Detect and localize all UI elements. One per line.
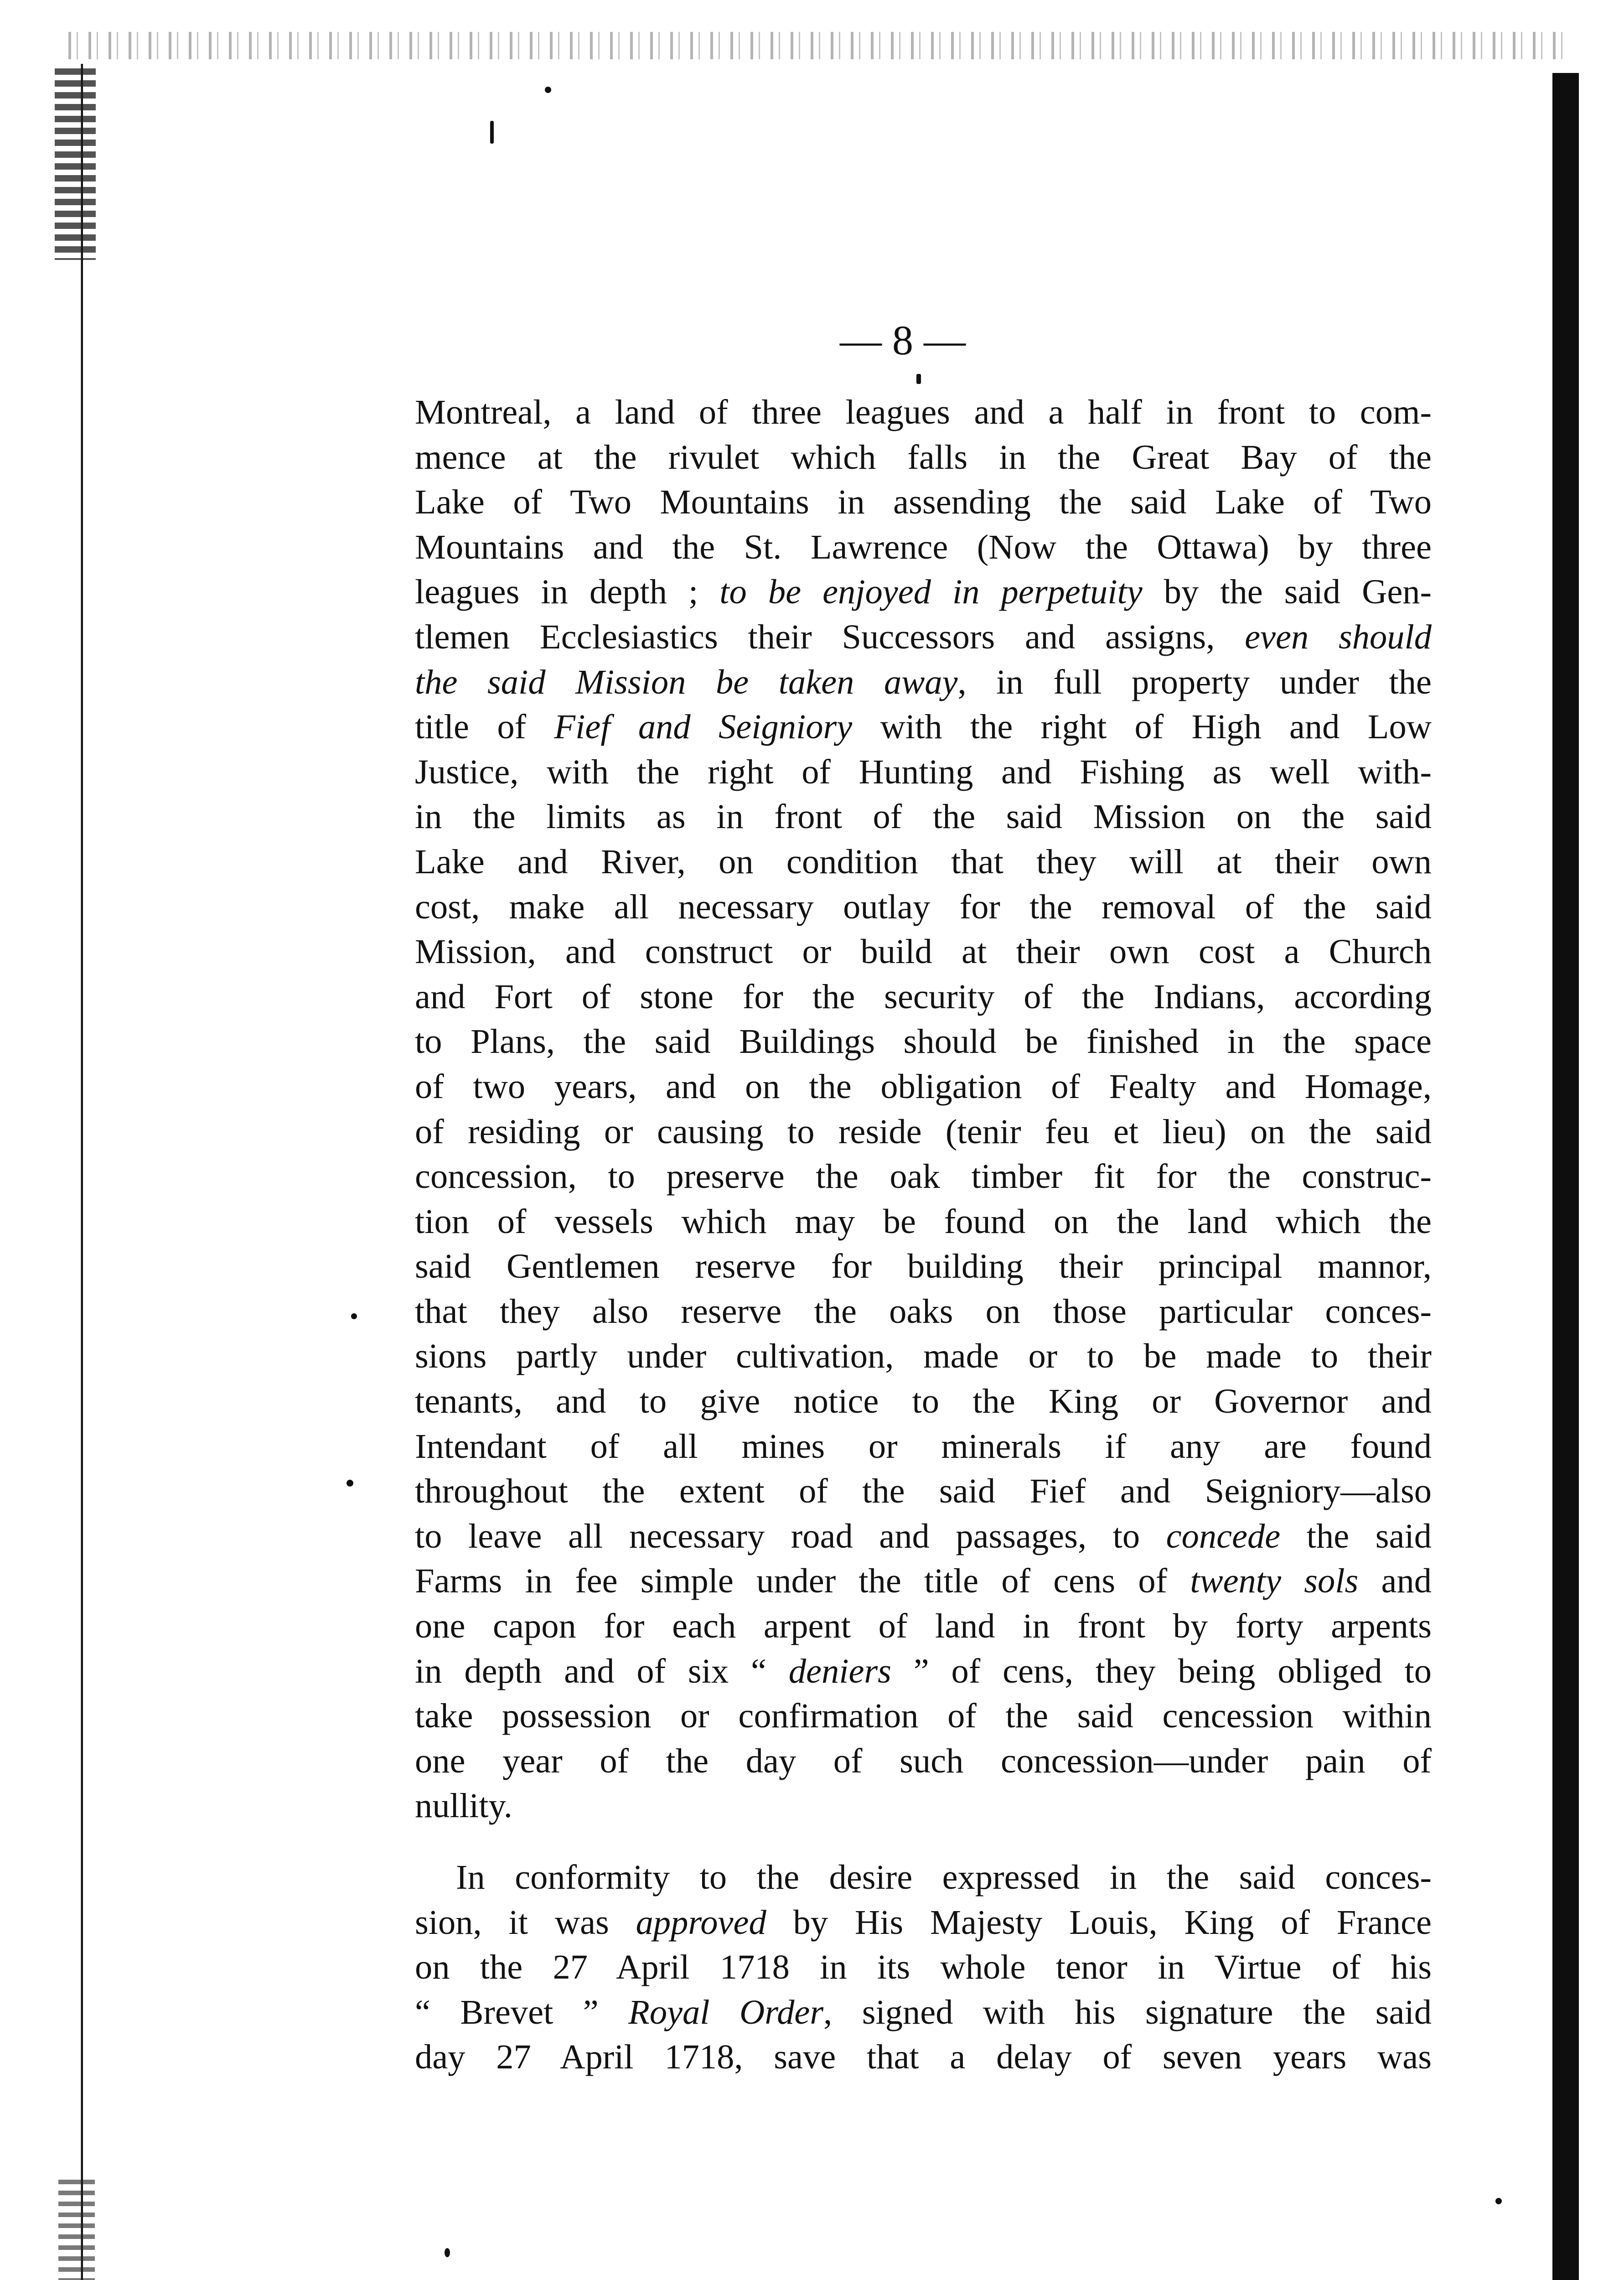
italic-phrase: to be enjoyed in perpetuity — [719, 572, 1143, 611]
text-segment: throughout the extent of the said Fief and Seigniory—also — [415, 1472, 1432, 1511]
text-segment: Farms in fee simple under the title of cens of — [415, 1561, 1190, 1601]
text-segment: Montreal, a land of three leagues and a half in front to com- — [415, 393, 1432, 431]
text-segment: take possession or confirmation of the said cencession within — [415, 1696, 1432, 1736]
scan-speck — [545, 87, 551, 93]
scan-edge-left-mark — [55, 68, 96, 260]
scan-edge-right — [1552, 73, 1579, 2280]
text-line — [415, 435, 1432, 480]
text-line — [415, 1694, 1432, 1739]
scan-speck — [445, 2248, 450, 2257]
italic-phrase: the said Mission be taken away — [415, 662, 958, 701]
body-text — [415, 390, 1432, 2080]
text-line — [415, 1990, 1432, 2035]
text-segment: said Gentlemen reserve for building their principal mannor, — [415, 1247, 1432, 1286]
text-line — [415, 525, 1432, 570]
text-line — [415, 615, 1432, 660]
text-segment: In conformity to the desire expressed in the said conces- — [456, 1858, 1432, 1897]
text-segment: mence at the rivulet which falls in the Great Bay of the — [415, 437, 1432, 477]
text-segment: one year of the day of such concession—under pain of — [415, 1741, 1432, 1780]
text-segment: nullity. — [415, 1786, 512, 1825]
text-segment: tion of vessels which may be found on the land which the — [415, 1202, 1432, 1241]
text-segment: by His Majesty Louis, King of France — [766, 1902, 1432, 1942]
text-segment: Intendant of all mines or minerals if any are found — [415, 1426, 1432, 1466]
text-segment: by the said Gen- — [1142, 572, 1432, 611]
text-segment: that they also reserve the oaks on those particular conces- — [415, 1291, 1432, 1331]
text-segment: with the right of High and Low — [852, 707, 1432, 746]
text-segment: Lake and River, on condition that they will at their own — [415, 842, 1432, 881]
text-segment: Justice, with the right of Hunting and Fishing as well with- — [415, 752, 1432, 791]
text-line — [415, 794, 1432, 839]
text-segment: day 27 April 1718, save that a delay of seven years was — [415, 2037, 1432, 2077]
text-segment: , in full property under the — [957, 662, 1432, 701]
text-line — [415, 1019, 1432, 1064]
text-line — [415, 885, 1432, 930]
text-segment: , signed with his signature the said — [823, 1992, 1432, 2031]
text-segment: tenants, and to give notice to the King or Governor and — [415, 1382, 1432, 1421]
text-segment: and Fort of stone for the security of the Indians, according — [415, 977, 1432, 1016]
text-segment: Mountains and the St. Lawrence (Now the Ottawa) by three — [415, 527, 1432, 566]
text-line — [415, 1900, 1432, 1945]
text-line — [415, 1334, 1432, 1379]
text-line — [415, 480, 1432, 525]
italic-phrase: Royal Order — [628, 1992, 824, 2031]
text-line — [415, 750, 1432, 795]
text-line — [415, 660, 1432, 705]
text-segment: Lake of Two Mountains in assending the said Lake of Two — [415, 482, 1432, 522]
text-line — [415, 1154, 1432, 1199]
text-segment: ” of cens, they being obliged to — [891, 1651, 1432, 1690]
text-segment: title of — [415, 707, 554, 746]
scan-speck — [347, 1480, 353, 1487]
text-line — [415, 839, 1432, 885]
text-segment: sions partly under cultivation, made or to be made to their — [415, 1337, 1432, 1376]
text-line — [415, 1424, 1432, 1469]
text-line — [415, 1064, 1432, 1109]
text-line — [415, 1855, 1432, 1900]
italic-phrase: deniers — [788, 1651, 891, 1690]
scan-edge-left-mark-lower — [58, 2180, 95, 2280]
text-segment: the said — [1280, 1516, 1432, 1555]
text-segment: of two years, and on the obligation of Fealty and Homage, — [415, 1067, 1432, 1106]
text-line — [415, 2035, 1432, 2080]
text-segment: cost, make all necessary outlay for the removal of the said — [415, 887, 1432, 926]
text-segment: to Plans, the said Buildings should be finished in the space — [415, 1022, 1432, 1061]
italic-phrase: Fief and Seigniory — [554, 707, 853, 746]
text-segment: sion, it was — [415, 1902, 636, 1942]
text-line — [415, 974, 1432, 1020]
scan-speck — [916, 374, 921, 384]
scan-speck — [1495, 2198, 1502, 2204]
text-line — [415, 1649, 1432, 1694]
text-segment: on the 27 April 1718 in its whole tenor in Virtue of his — [415, 1948, 1432, 1987]
text-segment: in depth and of six “ — [415, 1651, 789, 1690]
scan-edge-left — [52, 64, 107, 2280]
text-line — [415, 1379, 1432, 1424]
text-line — [415, 1289, 1432, 1334]
italic-phrase: concede — [1166, 1516, 1281, 1555]
text-line — [415, 1604, 1432, 1649]
text-line — [415, 1199, 1432, 1244]
paragraph — [415, 390, 1432, 1829]
text-segment: tlemen Ecclesiastics their Successors and assigns, — [415, 617, 1245, 656]
scan-speck — [351, 1313, 357, 1319]
scan-edge-top — [68, 32, 1573, 59]
text-line — [415, 570, 1432, 615]
text-segment: and — [1358, 1561, 1432, 1601]
italic-phrase: approved — [636, 1902, 766, 1942]
text-line — [415, 1945, 1432, 1990]
page-number: — 8 — — [840, 317, 966, 363]
text-line — [415, 390, 1432, 435]
text-line — [415, 1739, 1432, 1784]
italic-phrase: twenty sols — [1190, 1561, 1359, 1601]
text-segment: Mission, and construct or build at their own cost a Church — [415, 932, 1432, 971]
italic-phrase: even should — [1245, 617, 1432, 656]
text-line — [415, 1783, 1432, 1829]
text-line — [415, 1559, 1432, 1604]
text-segment: leagues in depth ; — [415, 572, 720, 611]
text-line — [415, 705, 1432, 750]
text-segment: concession, to preserve the oak timber fit for the construc- — [415, 1157, 1432, 1196]
text-segment: of residing or causing to reside (tenir feu et lieu) on the said — [415, 1112, 1432, 1151]
text-segment: one capon for each arpent of land in front by forty arpents — [415, 1606, 1432, 1646]
text-segment: in the limits as in front of the said Mission on the said — [415, 797, 1432, 836]
text-line — [415, 929, 1432, 974]
scan-speck — [490, 121, 494, 144]
text-line — [415, 1469, 1432, 1514]
text-segment: “ Brevet ” — [415, 1992, 629, 2031]
text-line — [415, 1109, 1432, 1155]
text-segment: to leave all necessary road and passages, to — [415, 1516, 1166, 1555]
paragraph — [415, 1855, 1432, 2080]
text-line — [415, 1244, 1432, 1289]
text-line — [415, 1514, 1432, 1559]
